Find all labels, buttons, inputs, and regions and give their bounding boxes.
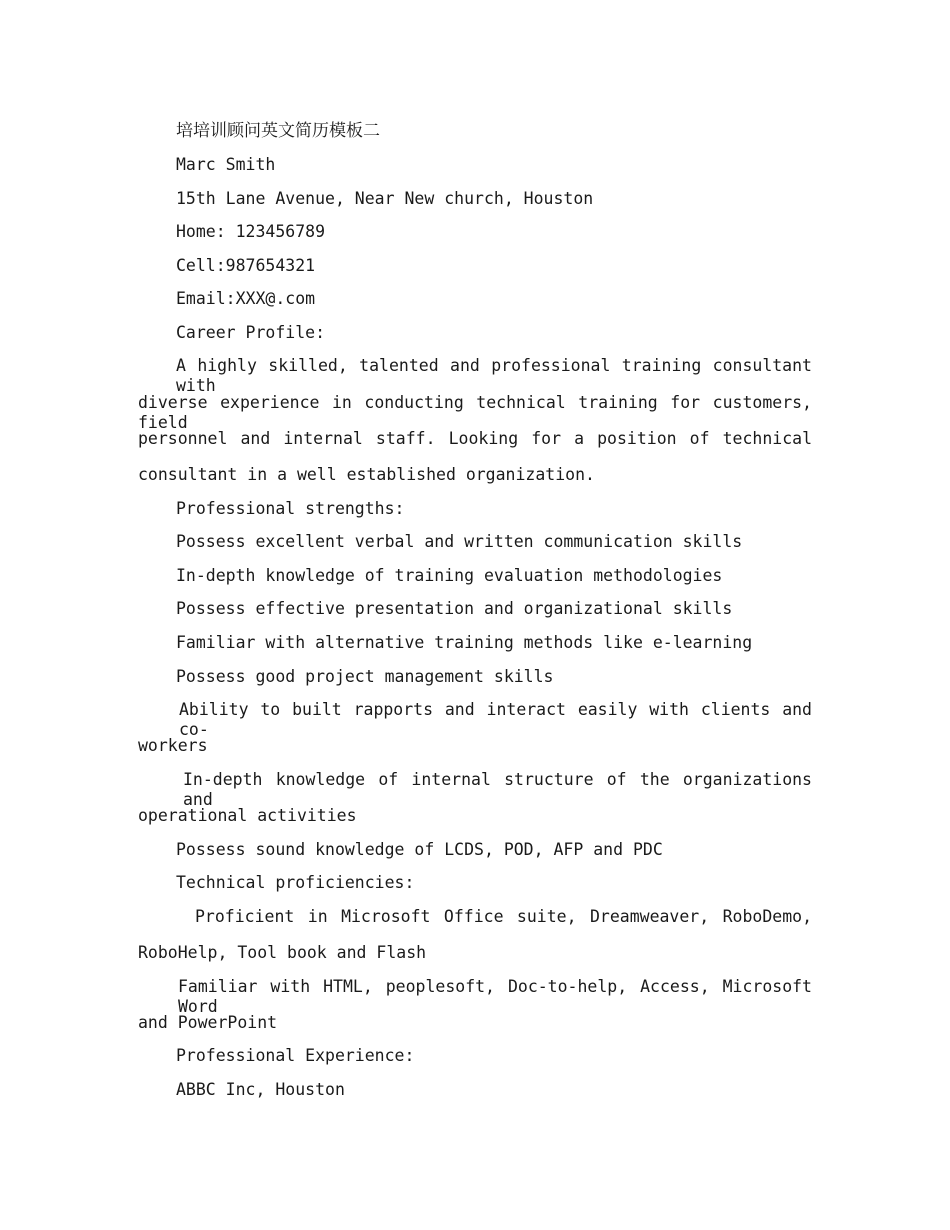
strength-item: Possess excellent verbal and written communication skills [176, 532, 743, 551]
experience-heading: Professional Experience: [176, 1046, 415, 1065]
strength-item: Possess good project management skills [176, 667, 554, 686]
career-line: consultant in a well established organization. [138, 465, 595, 484]
strength-item-continued: workers [138, 736, 208, 755]
strength-item: Possess sound knowledge of LCDS, POD, AFP and PDC [176, 840, 663, 859]
cell-phone: Cell:987654321 [176, 256, 316, 275]
document-title: 培培训顾问英文简历模板二 [176, 121, 380, 141]
technical-heading: Technical proficiencies: [176, 873, 415, 892]
address-line: 15th Lane Avenue, Near New church, Houston [176, 189, 594, 208]
employer-line: ABBC Inc, Houston [176, 1080, 345, 1099]
career-line: A highly skilled, talented and professional training consultant with [176, 356, 812, 395]
home-phone: Home: 123456789 [176, 222, 326, 241]
strengths-heading: Professional strengths: [176, 499, 405, 518]
career-line: personnel and internal staff. Looking for a position of technical [138, 429, 812, 448]
strength-item: In-depth knowledge of internal structure of the organizations and [183, 770, 812, 809]
candidate-name: Marc Smith [176, 155, 276, 174]
strength-item: In-depth knowledge of training evaluation methodologies [176, 566, 723, 585]
technical-item-continued: and PowerPoint [138, 1013, 278, 1032]
strength-item: Ability to built rapports and interact easily with clients and co- [179, 700, 812, 739]
strength-item-continued: operational activities [138, 806, 357, 825]
strength-item: Possess effective presentation and organizational skills [176, 599, 733, 618]
email-line: Email:XXX@.com [176, 289, 316, 308]
career-profile-heading: Career Profile: [176, 323, 326, 342]
technical-item: Familiar with HTML, peoplesoft, Doc-to-help, Access, Microsoft Word [178, 977, 812, 1016]
technical-item: Proficient in Microsoft Office suite, Dreamweaver, RoboDemo, [195, 907, 812, 926]
technical-item-continued: RoboHelp, Tool book and Flash [138, 943, 427, 962]
strength-item: Familiar with alternative training methods like e-learning [176, 633, 753, 652]
career-line: diverse experience in conducting technical training for customers, field [138, 393, 812, 432]
